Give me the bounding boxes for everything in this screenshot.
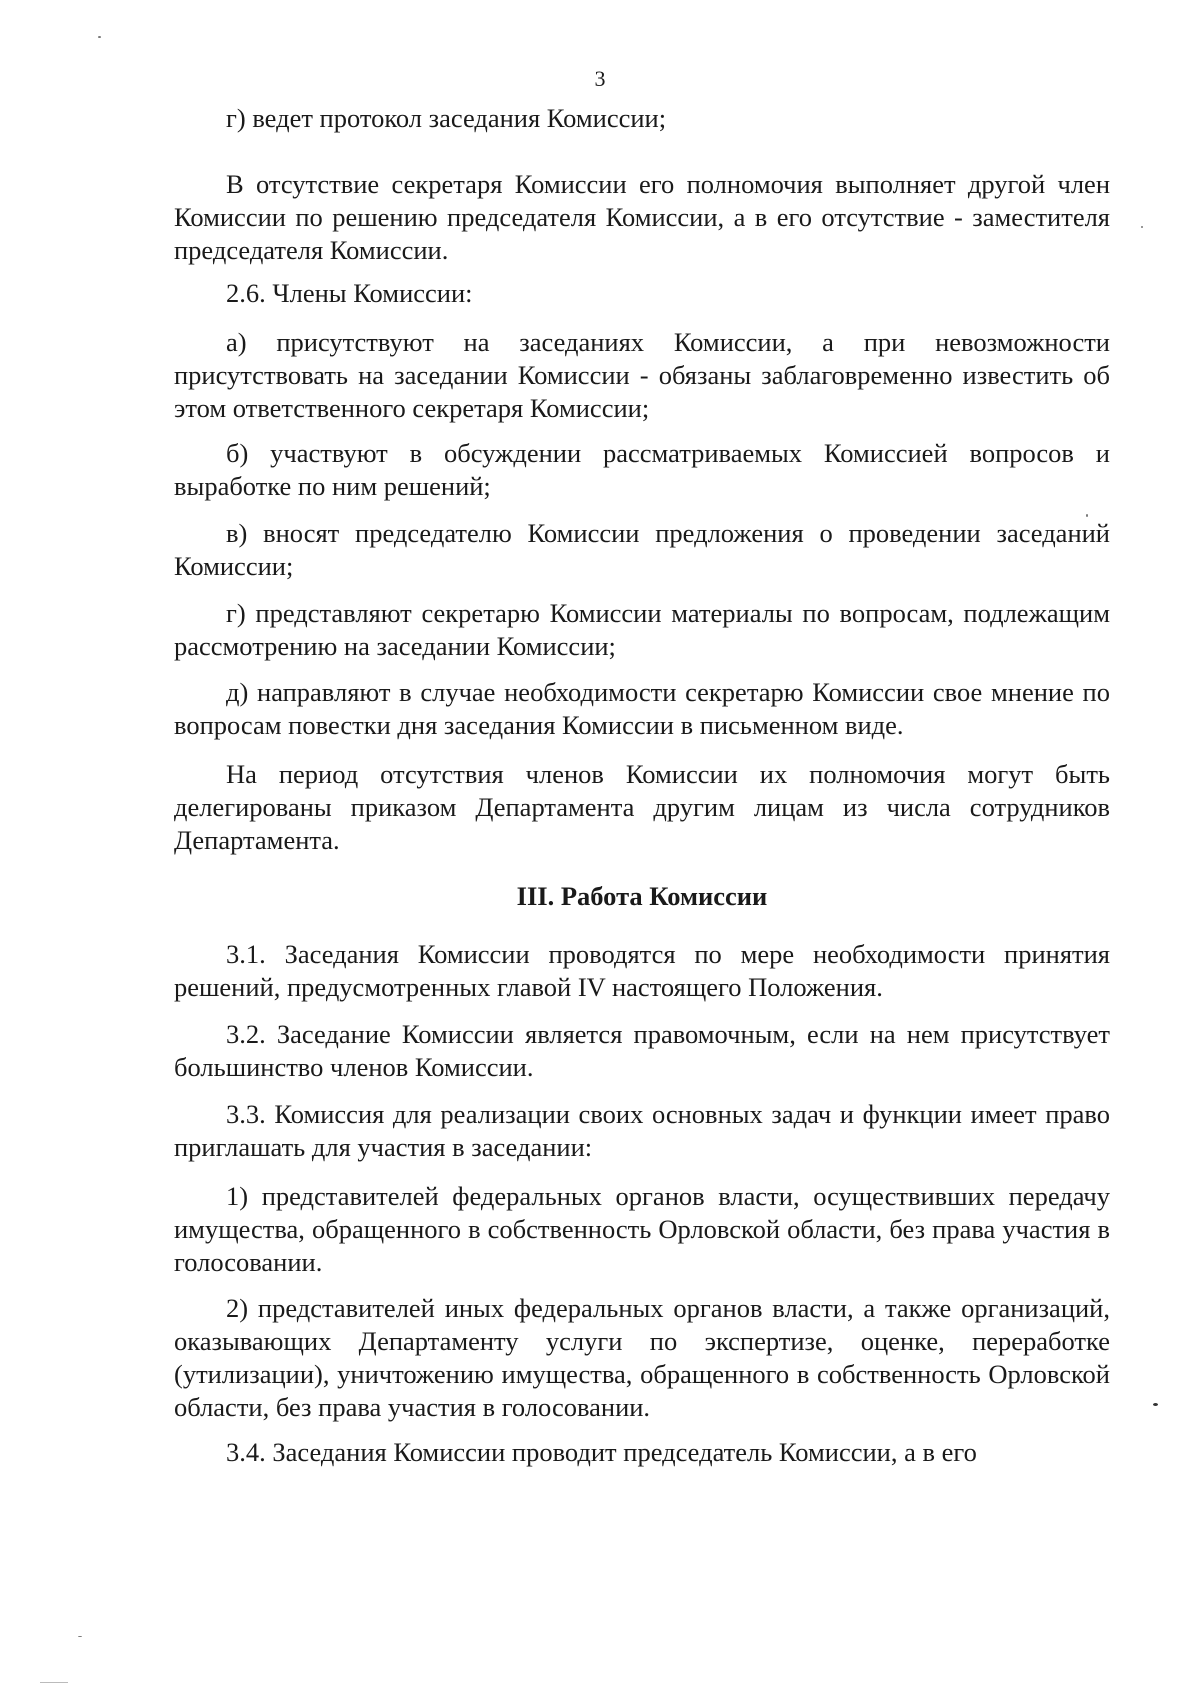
page-number: 3 [594,66,606,91]
scan-speck [1141,226,1143,228]
scan-speck [78,1636,82,1637]
paragraph: 3.3. Комиссия для реализации своих основных задач и функции имеет право приглашать для участия в заседании: [174,1099,1110,1162]
paragraph: 2) представителей иных федеральных органов власти, а также организаций, оказывающих Департаменту услуги по экспертизе, оценке, переработке (утилизации), уничтожению имущества, обращенного в собственность Орловской области, без права участия в голосовании. [174,1293,1110,1422]
scan-speck [40,1682,68,1683]
paragraph: в) вносят председателю Комиссии предложения о проведении заседаний Комиссии; [174,518,1110,581]
paragraph: На период отсутствия членов Комиссии их полномочия могут быть делегированы приказом Департамента другим лицам из числа сотрудников Департамента. [174,759,1110,855]
paragraph: а) присутствуют на заседаниях Комиссии, а при невозможности присутствовать на заседании Комиссии - обязаны заблаговременно известить об этом ответственного секретаря Комиссии; [174,327,1110,423]
paragraph: В отсутствие секретаря Комиссии его полномочия выполняет другой член Комиссии по решению председателя Комиссии, а в его отсутствие - заместителя председателя Комиссии. [174,169,1110,265]
paragraph: 3.1. Заседания Комиссии проводятся по мере необходимости принятия решений, предусмотренных главой IV настоящего Положения. [174,939,1110,1002]
scan-speck [1086,514,1088,517]
section-heading: III. Работа Комиссии [516,881,768,911]
paragraph: д) направляют в случае необходимости секретарю Комиссии свое мнение по вопросам повестки дня заседания Комиссии в письменном виде. [174,677,1110,740]
paragraph: 3.2. Заседание Комиссии является правомочным, если на нем присутствует большинство членов Комиссии. [174,1019,1110,1082]
scan-speck [98,36,101,38]
paragraph: 1) представителей федеральных органов власти, осуществивших передачу имущества, обращенного в собственность Орловской области, без права участия в голосовании. [174,1181,1110,1277]
paragraph: 3.4. Заседания Комиссии проводит председатель Комиссии, а в его [226,1437,977,1467]
paragraph: 2.6. Члены Комиссии: [226,278,473,308]
scan-speck [1153,1403,1158,1406]
paragraph: г) представляют секретарю Комиссии материалы по вопросам, подлежащим рассмотрению на заседании Комиссии; [174,598,1110,661]
paragraph: б) участвуют в обсуждении рассматриваемых Комиссией вопросов и выработке по ним решений; [174,438,1110,501]
paragraph: г) ведет протокол заседания Комиссии; [226,103,667,133]
